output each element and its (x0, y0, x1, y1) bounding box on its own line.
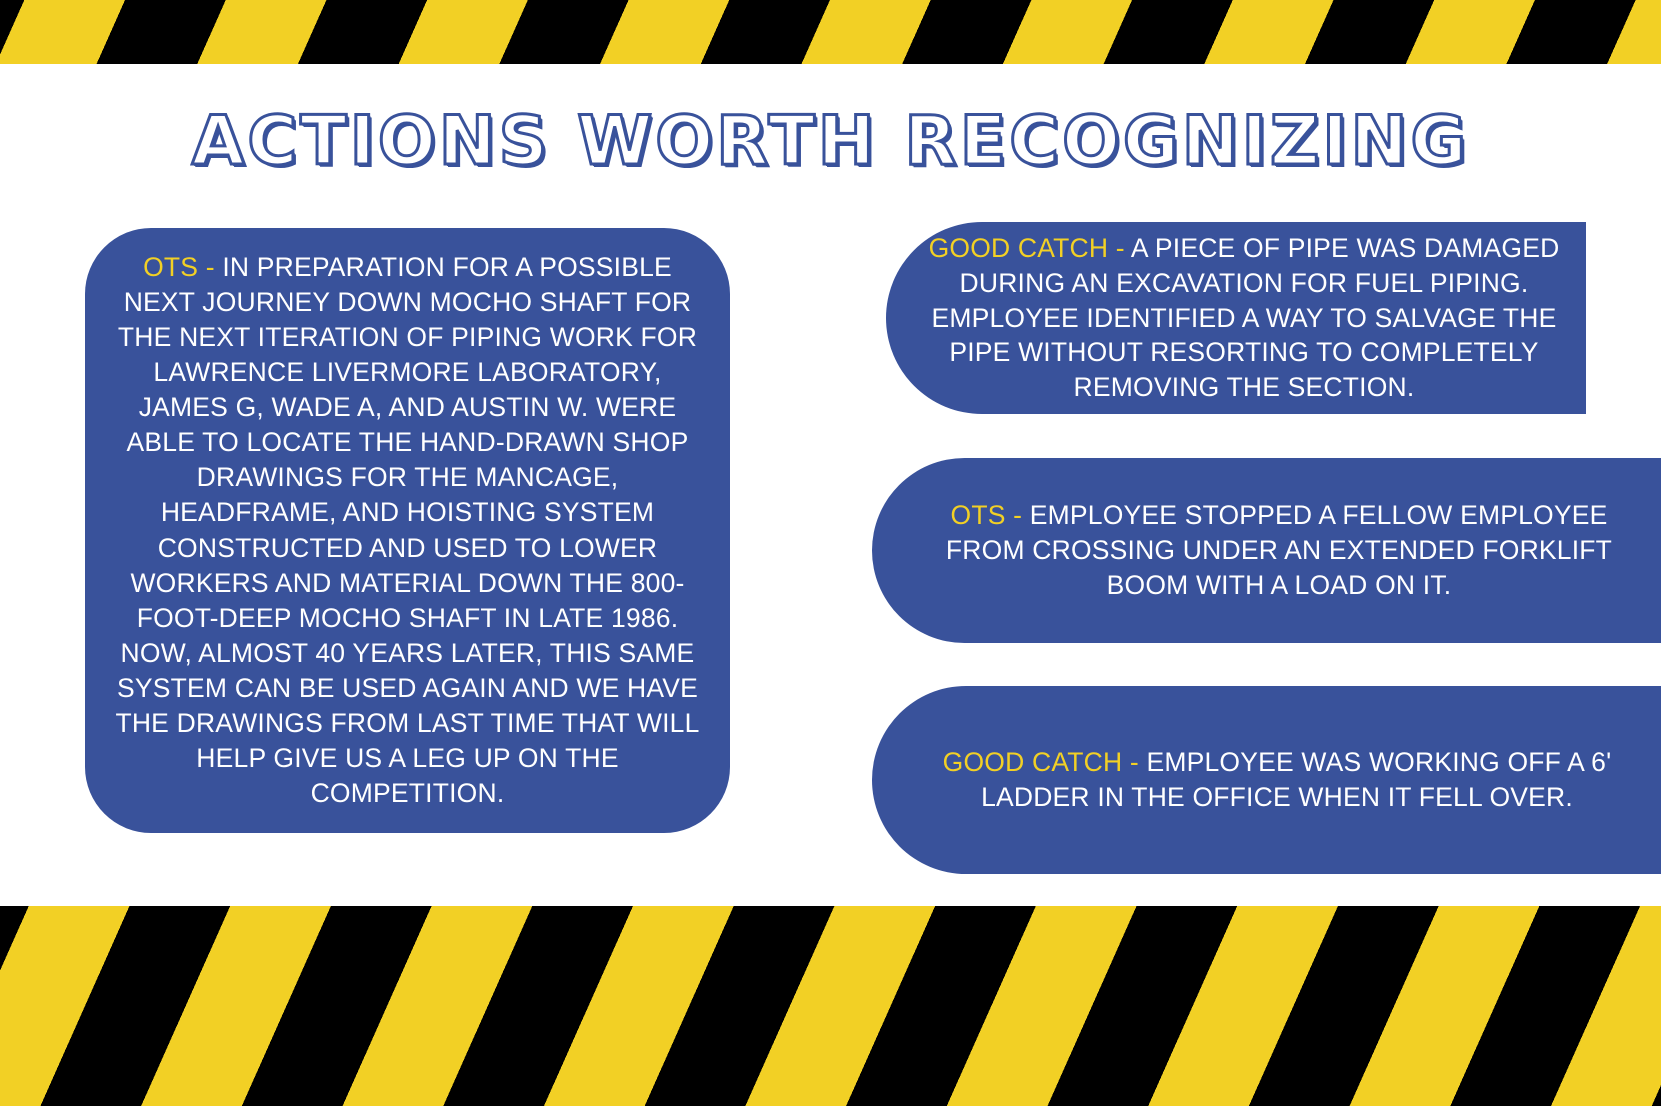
page-title: ACTIONS WORTH RECOGNIZING (191, 102, 1470, 181)
hazard-stripes-pattern (0, 0, 1661, 64)
card-body: IN PREPARATION FOR A POSSIBLE NEXT JOURNEY DOWN MOCHO SHAFT FOR THE NEXT ITERATION OF PIPING WORK FOR LAWRENCE LIVERMORE LABORATORY, JAMES G, WADE A, AND AUSTIN W. WERE ABLE TO LOCATE THE HAND-DRAWN SHOP DRAWINGS FOR THE MANCAGE, HEADFRAME, AND HOISTING SYSTEM CONSTRUCTED AND USED TO LOWER WORKERS AND MATERIAL DOWN THE 800-FOOT-DEEP MOCHO SHAFT IN LATE 1986. NOW, ALMOST 40 YEARS LATER, THIS SAME SYSTEM CAN BE USED AGAIN AND WE HAVE THE DRAWINGS FROM LAST TIME THAT WILL HELP GIVE US A LEG UP ON THE COMPETITION. (115, 251, 700, 809)
recognition-card-good-catch-1 (886, 222, 1586, 414)
card-body: EMPLOYEE WAS WORKING OFF A 6' LADDER IN THE OFFICE WHEN IT FELL OVER. (981, 747, 1612, 812)
card-tag-good-catch: GOOD CATCH - (928, 232, 1125, 263)
recognition-card-ots-main (85, 228, 730, 833)
hazard-stripes-pattern (0, 906, 1661, 1106)
hazard-stripe-band-bottom (0, 906, 1661, 1106)
card-tag-good-catch: GOOD CATCH - (942, 747, 1139, 778)
hazard-stripe-band-top (0, 0, 1661, 64)
card-body: EMPLOYEE STOPPED A FELLOW EMPLOYEE FROM CROSSING UNDER AN EXTENDED FORKLIFT BOOM WITH A LOAD ON IT. (945, 500, 1613, 600)
recognition-card-good-catch-2 (872, 686, 1661, 874)
card-tag-ots: OTS - (950, 500, 1023, 531)
card-tag-ots: OTS - (143, 251, 215, 282)
card-body: A PIECE OF PIPE WAS DAMAGED DURING AN EXCAVATION FOR FUEL PIPING. EMPLOYEE IDENTIFIED A WAY TO SALVAGE THE PIPE WITHOUT RESORTING TO COMPLETELY REMOVING THE SECTION. (931, 232, 1560, 403)
recognition-card-ots-2 (872, 458, 1661, 643)
card-text (922, 498, 1636, 603)
card-text (113, 250, 702, 812)
card-text (922, 745, 1632, 815)
card-text (926, 231, 1562, 406)
